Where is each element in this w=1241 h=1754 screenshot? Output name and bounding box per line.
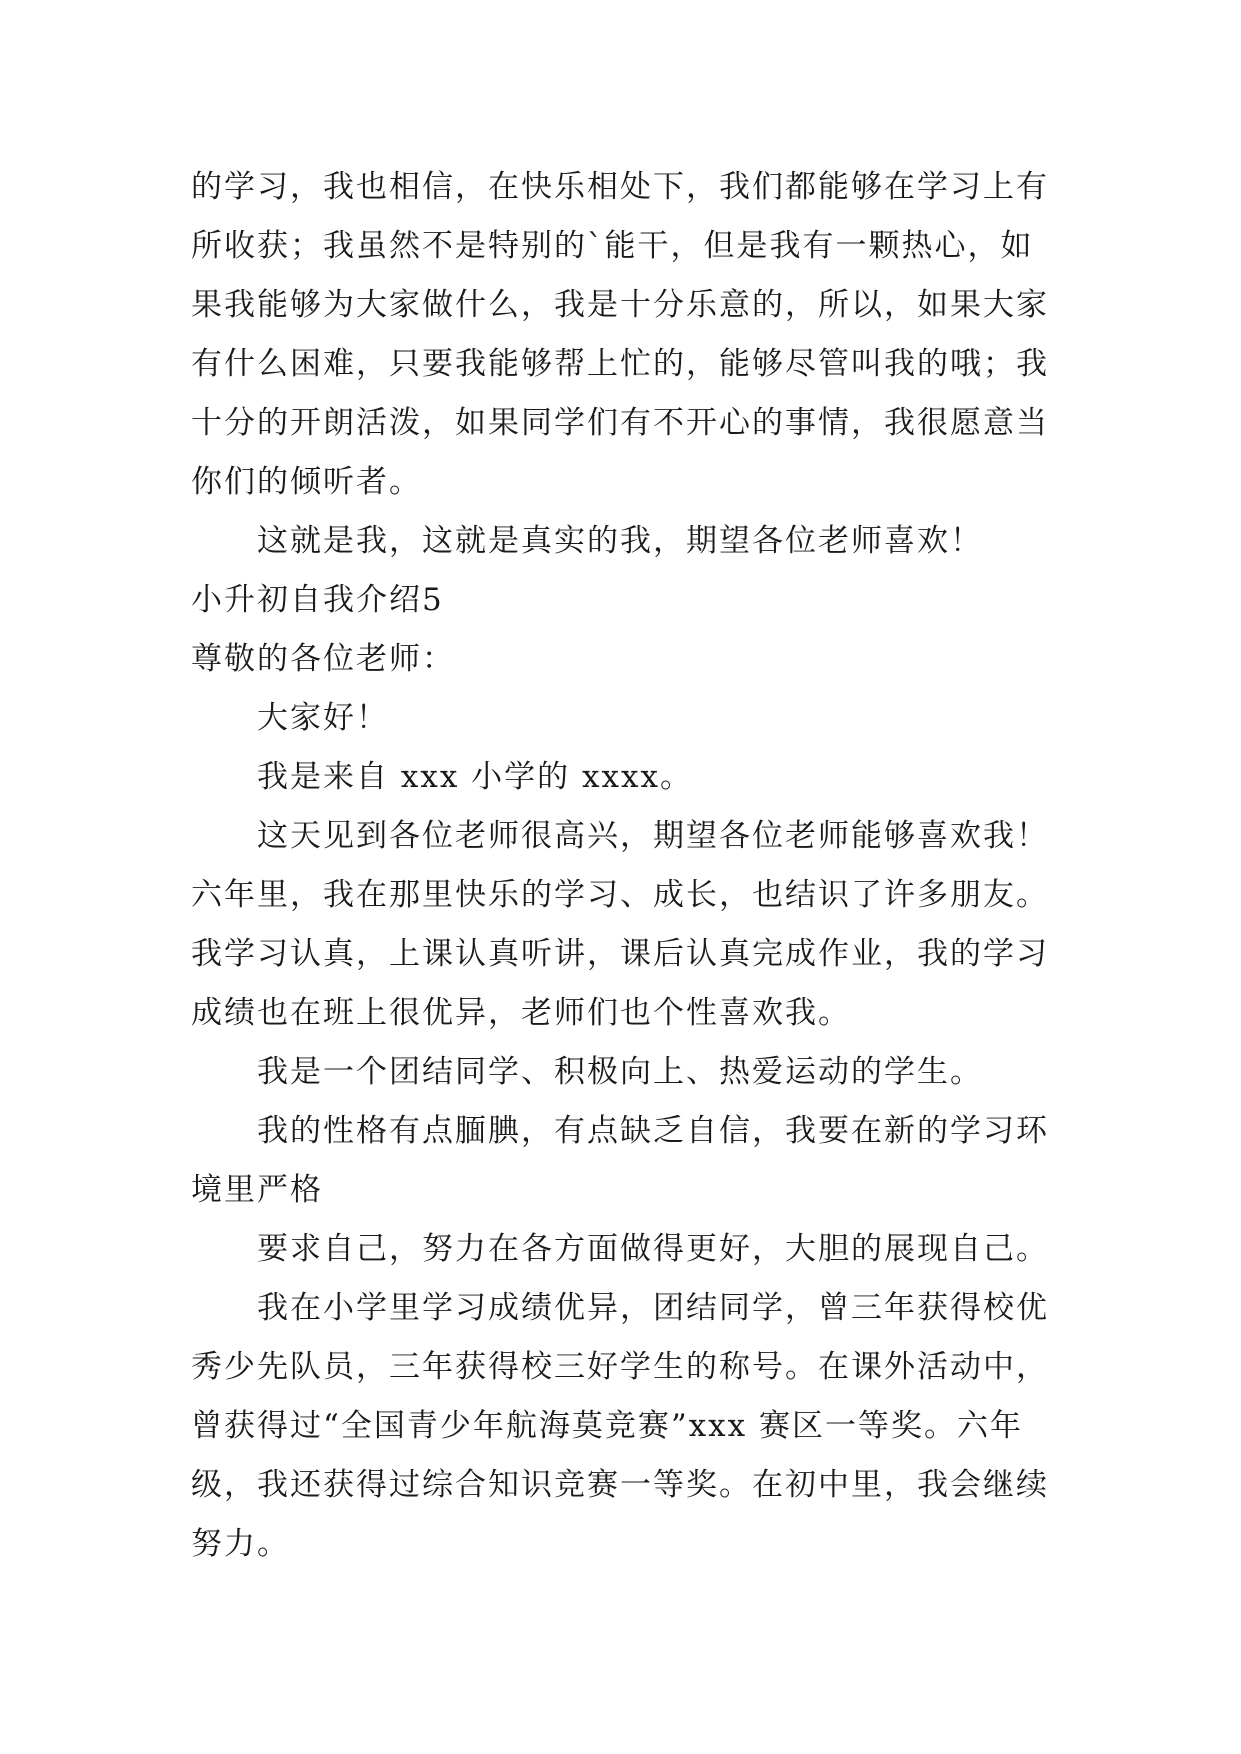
section-heading: 小升初自我介绍5	[191, 582, 444, 618]
text-line: 有什么困难，只要我能够帮上忙的，能够尽管叫我的哦；我	[191, 346, 1049, 382]
text-line: 的学习，我也相信，在快乐相处下，我们都能够在学习上有	[191, 169, 1049, 205]
text-line: 这天见到各位老师很高兴，期望各位老师能够喜欢我！	[257, 818, 1049, 854]
text-line: 你们的倾听者。	[191, 464, 422, 500]
text-line: 十分的开朗活泼，如果同学们有不开心的事情，我很愿意当	[191, 405, 1049, 441]
text-line: 六年里，我在那里快乐的学习、成长，也结识了许多朋友。	[191, 877, 1049, 913]
text-line: 要求自己，努力在各方面做得更好，大胆的展现自己。	[257, 1231, 1049, 1267]
text-line: 境里严格	[191, 1172, 323, 1208]
text-line: 所收获；我虽然不是特别的`能干，但是我有一颗热心，如	[191, 228, 1034, 264]
greeting: 大家好！	[257, 700, 389, 736]
text-line: 成绩也在班上很优异，老师们也个性喜欢我。	[191, 995, 851, 1031]
text-line: 我学习认真，上课认真听讲，课后认真完成作业，我的学习	[191, 936, 1049, 972]
text-line: 这就是我，这就是真实的我，期望各位老师喜欢！	[257, 523, 983, 559]
text-line: 我是来自 xxx 小学的 xxxx。	[257, 759, 693, 795]
text-line: 努力。	[191, 1526, 290, 1562]
document-body	[191, 158, 1071, 1574]
salutation: 尊敬的各位老师：	[191, 641, 455, 677]
text-line: 我的性格有点腼腆，有点缺乏自信，我要在新的学习环	[257, 1113, 1049, 1149]
text-line: 我在小学里学习成绩优异，团结同学，曾三年获得校优	[257, 1290, 1049, 1326]
text-line: 级，我还获得过综合知识竞赛一等奖。在初中里，我会继续	[191, 1467, 1049, 1503]
text-line: 秀少先队员，三年获得校三好学生的称号。在课外活动中，	[191, 1349, 1049, 1385]
text-line: 果我能够为大家做什么，我是十分乐意的，所以，如果大家	[191, 287, 1049, 323]
text-line: 曾获得过“全国青少年航海莫竞赛”xxx 赛区一等奖。六年	[191, 1408, 1023, 1444]
text-line: 我是一个团结同学、积极向上、热爱运动的学生。	[257, 1054, 983, 1090]
